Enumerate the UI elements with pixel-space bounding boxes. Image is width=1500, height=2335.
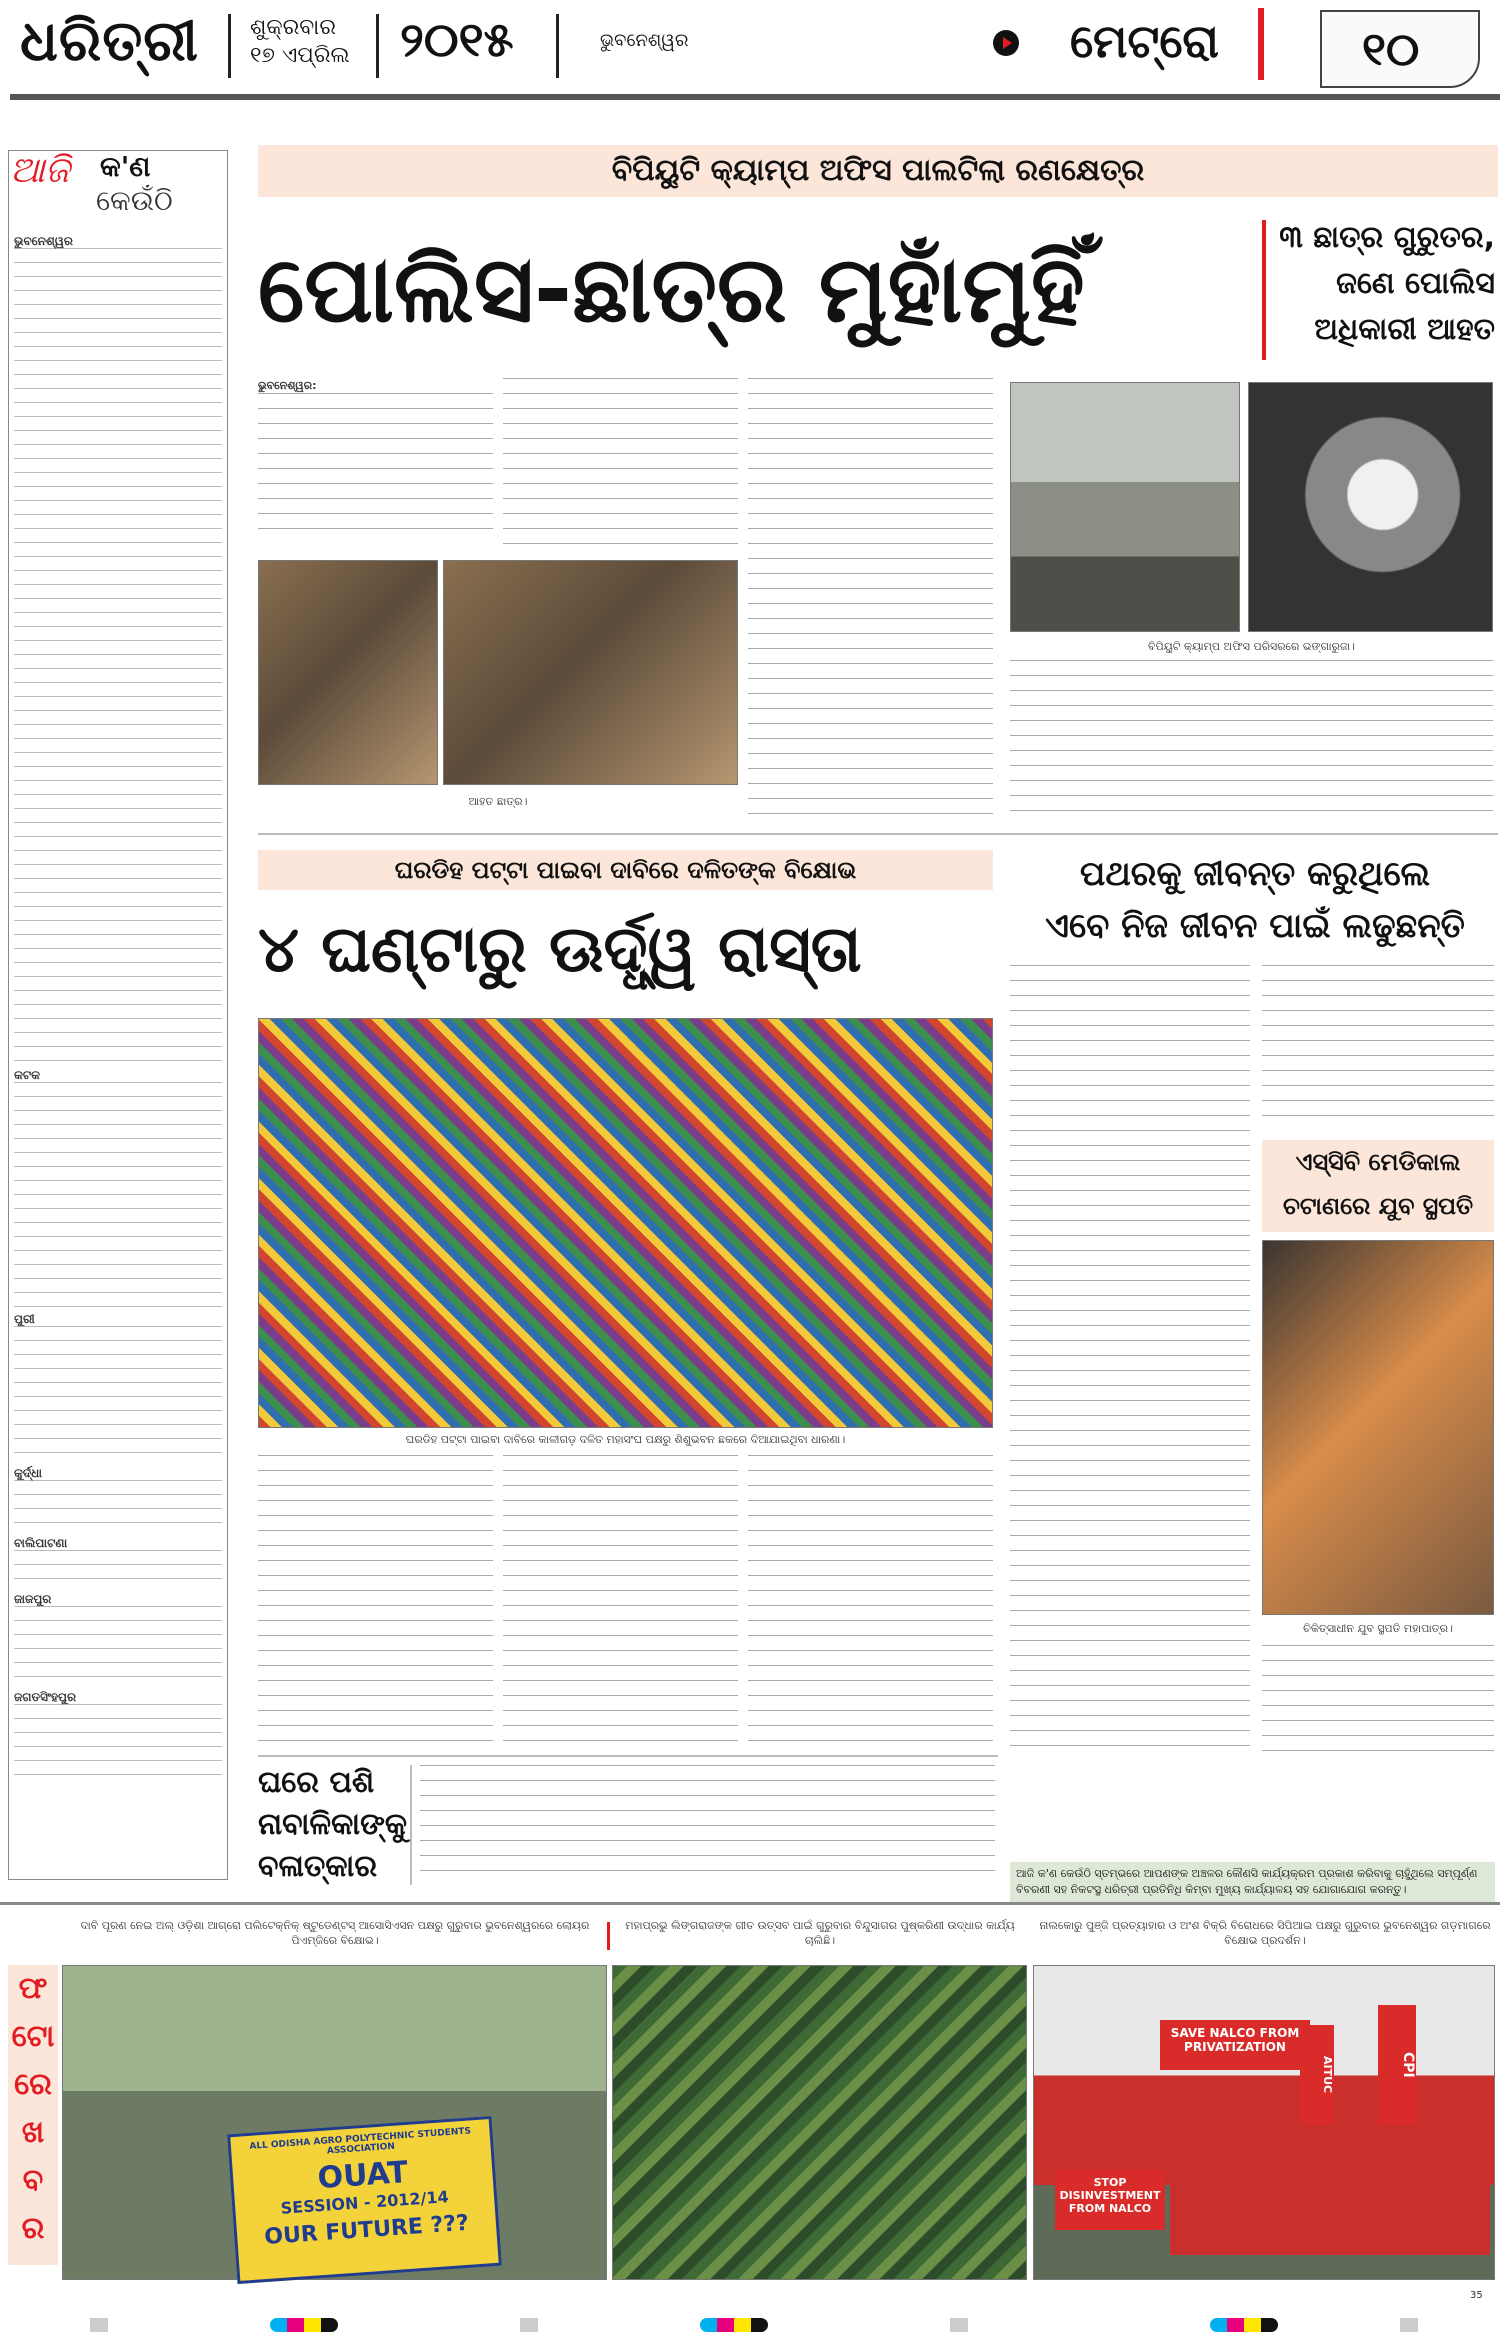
headline-line-2: ଏବେ ନିଜ ଜୀବନ ପାଇଁ ଲଢୁଛନ୍ତି	[1045, 906, 1465, 946]
subhead-line-1: ଏସ୍‌ସିବି ମେଡିକାଲ	[1295, 1148, 1461, 1176]
event-place: ବାଲିପାଟଣା	[14, 1536, 68, 1550]
date: ୧୭ ଏପ୍ରିଲ	[250, 43, 350, 68]
newspaper-logo: ଧରିତ୍ରୀ	[20, 8, 199, 74]
masthead	[0, 0, 1500, 100]
story-1-kicker: ବିପିୟୁଟି କ୍ୟାମ୍ପ ଅଫିସ ପାଲଟିଲା ରଣକ୍ଷେତ୍ର	[258, 145, 1498, 197]
masthead-city: ଭୁବନେଶ୍ୱର	[600, 30, 689, 51]
story-4-headline	[258, 1762, 408, 1888]
subhead-line-2: ଚଟାଣରେ ଯୁବ ସ୍ଥପତି	[1282, 1192, 1474, 1220]
banner-text: ALL ODISHA AGRO POLYTECHNIC STUDENTS ASSOCIATION	[249, 2126, 472, 2157]
hospital-caption: ଚିକିତ୍ସାଧୀନ ଯୁବ ସ୍ଥପତି ମହାପାତ୍ର।	[1303, 1622, 1453, 1635]
story-1-headline: ପୋଲିସ-ଛାତ୍ର ମୁହାଁମୁହିଁ	[258, 236, 1085, 343]
event-lines	[14, 1704, 222, 1788]
photo-1-caption: ଦାବି ପୂରଣ ନେଇ ଅଲ୍ ଓଡ଼ିଶା ଆଗ୍ରୋ ପଲିଟେକ୍‌ନିକ୍ ଷ୍ଟୁଡେଣ୍ଟସ୍ ଆସୋସିଏସନ ପକ୍ଷରୁ ଗୁରୁବାର ଭୁବନେଶ୍ୱରରେ ଲୋୟର ପିଏମ୍‌ଜିରେ ବିକ୍ଷୋଭ।	[80, 1919, 590, 1947]
story-3-headline	[1010, 848, 1500, 952]
banner-save-nalco: SAVE NALCO FROM PRIVATIZATION	[1160, 2020, 1310, 2070]
pond-cleaning-photo	[612, 1965, 1027, 2280]
injured-student-photo-2	[443, 560, 738, 785]
masthead-day	[250, 14, 350, 70]
play-icon	[993, 30, 1019, 56]
story-1-side-headline	[1275, 215, 1495, 353]
photo-2-caption: ମହାପ୍ରଭୁ ଲିଙ୍ଗରାଜଙ୍କ ଗୀତ ଉତ୍ସବ ପାଇଁ ଗୁରୁବାର ବିନ୍ଦୁସାଗର ପୁଷ୍କରିଣୀ ଉଦ୍ଧାର କାର୍ଯ୍ୟ ଚାଲିଛି।	[625, 1919, 1015, 1947]
side-line-1: ୩ ଛାତ୍ର ଗୁରୁତର,	[1279, 220, 1495, 255]
column-title-aaji: ଆଜି	[10, 150, 70, 191]
headline-line-3: ବଳାତ୍କାର	[258, 1849, 378, 1884]
masthead-rule	[10, 94, 1500, 100]
story-2-body-col-1	[258, 1455, 493, 1750]
masthead-divider	[556, 14, 559, 78]
page-number-box	[1320, 10, 1480, 88]
story-4-body	[420, 1765, 995, 1885]
accent-bar	[1258, 8, 1264, 80]
students-banner	[227, 2116, 502, 2284]
print-mark	[520, 2318, 538, 2332]
masthead-divider	[376, 14, 379, 78]
camp-office-caption: ବିପିୟୁଟି କ୍ୟାମ୍ପ ଅଫିସ ପରିସରରେ ଭଙ୍ଗାରୁଜା।	[1147, 640, 1356, 653]
label-char: ବ	[22, 2163, 44, 2198]
section-divider	[258, 1755, 998, 1757]
banner-text: OUAT	[316, 2154, 410, 2197]
events-list	[14, 232, 222, 1872]
story-1-body-col-4	[1010, 660, 1493, 825]
contribute-note: ଆଜି କ'ଣ କେଉଁଠି ସ୍ତମ୍ଭରେ ଆପଣଙ୍କ ଅଞ୍ଚଳର କୌଣସି କାର୍ଯ୍ୟକ୍ରମ ପ୍ରକାଶ କରିବାକୁ ଚାହୁଁଥିଲେ ସମ୍ପୂର୍ଣ୍ଣ ବିବରଣୀ ସହ ନିକଟସ୍ଥ ଧରିତ୍ରୀ ପ୍ରତିନିଧି କିମ୍ବା ମୁଖ୍ୟ କାର୍ଯ୍ୟାଳୟ ସହ ଯୋଗାଯୋଗ କରନ୍ତୁ।	[1010, 1862, 1495, 1902]
banner-aituc: AITUC	[1300, 2025, 1334, 2125]
side-line-3: ଅଧିକାରୀ ଆହତ	[1314, 312, 1495, 347]
story-2-body-col-3	[748, 1455, 993, 1750]
dateline: ଭୁବନେଶ୍ୱର:	[258, 379, 317, 392]
broken-glass-photo	[1248, 382, 1493, 632]
color-registration-mark	[1210, 2318, 1278, 2332]
banner-stop-disinvestment: STOP DISINVESTMENT FROM NALCO	[1055, 2170, 1165, 2230]
event-lines	[14, 1326, 222, 1466]
column-divider	[410, 1765, 412, 1885]
label-char: ଖ	[21, 2115, 45, 2150]
banner-text: SESSION - 2012/14	[280, 2187, 450, 2218]
side-line-2: ଜଣେ ପୋଲିସ	[1336, 266, 1495, 301]
label-char: ର	[21, 2211, 45, 2246]
color-registration-mark	[270, 2318, 338, 2332]
camp-office-photo	[1010, 382, 1240, 632]
label-char: ଟୋ	[11, 2019, 55, 2054]
event-place: ଜଗତସିଂହପୁର	[14, 1690, 77, 1704]
print-mark	[1400, 2318, 1418, 2332]
print-page-number: 35	[1470, 2290, 1483, 2301]
story-2-body-col-2	[503, 1455, 738, 1750]
event-place: ଜାଜପୁର	[14, 1592, 52, 1606]
injured-student-photo-1	[258, 560, 438, 785]
event-place: ଭୁବନେଶ୍ୱର	[14, 234, 73, 248]
color-registration-mark	[700, 2318, 768, 2332]
banner-text: OUR FUTURE ???	[263, 2210, 470, 2251]
injured-caption: ଆହତ ଛାତ୍ର।	[468, 795, 528, 808]
story-1-sideline	[1262, 220, 1266, 360]
masthead-divider	[228, 14, 231, 78]
story-1-body-col-3	[748, 378, 993, 823]
section-divider	[0, 1902, 1500, 1905]
story-1-body-col-2	[503, 378, 738, 548]
event-place: କୁର୍ଦ୍ଧା	[14, 1466, 42, 1480]
caption-divider	[607, 1922, 610, 1950]
masthead-year: ୨୦୧୫	[400, 12, 514, 68]
event-lines	[14, 248, 222, 1068]
story-1-body-col-1	[258, 378, 493, 548]
text-lines	[258, 393, 493, 543]
event-place: ପୁରୀ	[14, 1312, 35, 1326]
story-3-body-col-3	[1262, 1645, 1494, 1755]
section-name: ମେଟ୍ରୋ	[1070, 14, 1219, 68]
hospital-patient-photo	[1262, 1240, 1494, 1615]
event-lines	[14, 1606, 222, 1690]
story-3-subhead	[1262, 1140, 1494, 1232]
story-3-body-col-1	[1010, 965, 1250, 1755]
protest-caption: ଘରଡିହ ପଟ୍ଟା ପାଇବା ଦାବିରେ କାଳୀଗଡ଼ ଦଳିତ ମହାସଂଘ ପକ୍ଷରୁ ଶିଶୁଭବନ ଛକରେ ଦିଆଯାଇଥିବା ଧାରଣା।	[405, 1433, 846, 1446]
print-mark	[90, 2318, 108, 2332]
story-2-kicker: ଘରଡିହ ପଟ୍ଟା ପାଇବା ଦାବିରେ ଦଳିତଙ୍କ ବିକ୍ଷୋଭ	[258, 850, 993, 890]
label-char: ରେ	[14, 2067, 52, 2102]
page-number: ୧୦	[1362, 22, 1420, 76]
story-3-body-col-2	[1262, 965, 1494, 1130]
photo-3-caption: ନାଲକୋରୁ ପୁଞ୍ଜି ପ୍ରତ୍ୟାହାର ଓ ଅଂଶ ବିକ୍ରି ବିରୋଧରେ ସିପିଆଇ ପକ୍ଷରୁ ଗୁରୁବାର ଭୁବନେଶ୍ୱର ଗଡ଼ମାଗରେ ବିକ୍ଷୋଭ ପ୍ରଦର୍ଶନ।	[1039, 1919, 1491, 1947]
headline-line-1: ପଥରକୁ ଜୀବନ୍ତ କରୁଥିଲେ	[1079, 854, 1431, 894]
headline-line-2: ନାବାଳିକାଙ୍କୁ	[258, 1807, 408, 1842]
label-char: ଫ	[18, 1971, 48, 2006]
weekday: ଶୁକ୍ରବାର	[250, 15, 336, 40]
print-mark	[950, 2318, 968, 2332]
photo-khabar-label	[8, 1965, 58, 2265]
column-title-kenathi: କେଉଁଠି	[96, 184, 173, 217]
event-lines	[14, 1480, 222, 1536]
protest-crowd-photo	[258, 1018, 993, 1428]
event-lines	[14, 1082, 222, 1312]
story-2-headline: ୪ ଘଣ୍ଟାରୁ ଊର୍ଦ୍ଧ୍ୱ ରାସ୍ତା	[258, 913, 862, 987]
event-place: କଟକ	[14, 1068, 41, 1082]
column-title-kana: କ'ଣ	[100, 150, 151, 183]
headline-line-1: ଘରେ ପଶି	[258, 1765, 375, 1800]
banner-cpi: CPI	[1378, 2005, 1416, 2125]
section-divider	[258, 833, 1498, 835]
banner-odia	[1170, 2165, 1490, 2255]
event-lines	[14, 1550, 222, 1592]
